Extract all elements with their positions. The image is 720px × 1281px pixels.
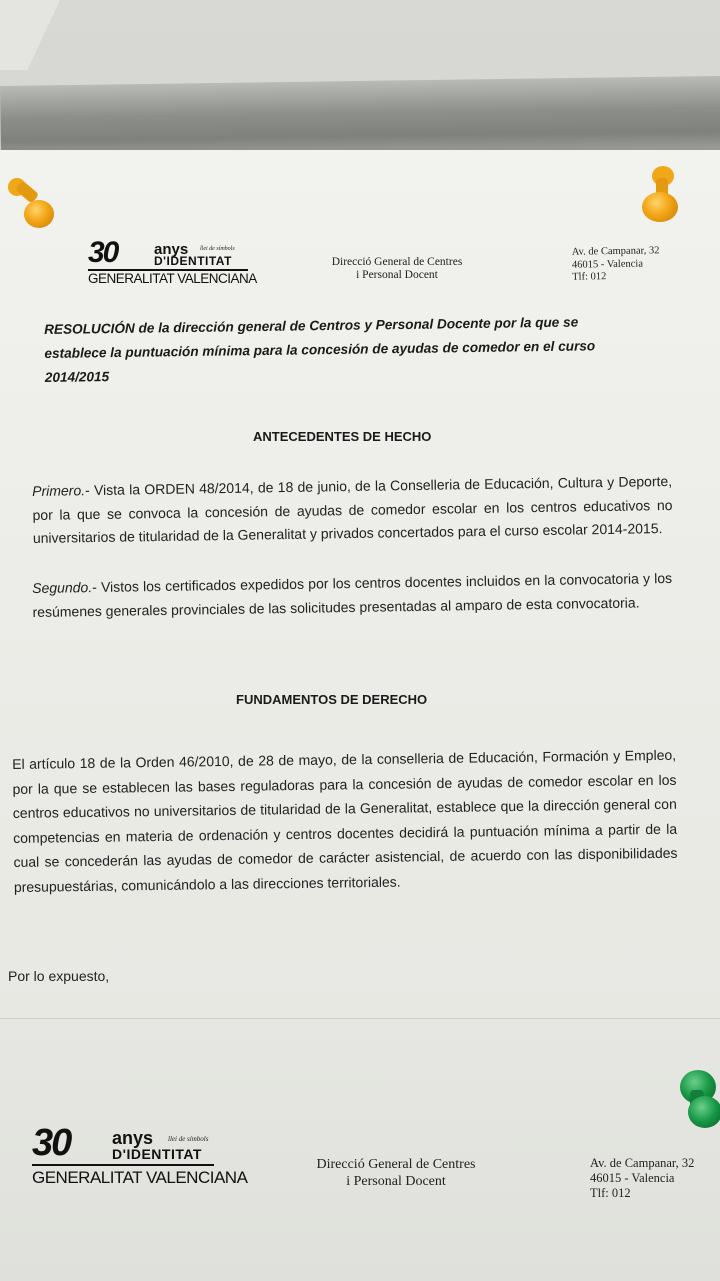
logo-identitat: D'IDENTITAT	[154, 254, 232, 268]
primero-text: - Vista la ORDEN 48/2014, de 18 de junio, de la Conselleria de Educación, Cultura y Deporte, por la que se convoca la concesión de ayudas de comedor escolar en los centros educativos no universitarios de titularidad de la Generalitat y privados concertados para el curso escolar 2014-2015.	[32, 472, 673, 546]
logo-identitat: D'IDENTITAT	[112, 1146, 202, 1162]
logo-institution: GENERALITAT VALENCIANA	[32, 1168, 248, 1187]
section-heading-antecedentes: ANTECEDENTES DE HECHO	[253, 429, 432, 444]
title-line2: establece la puntuación mínima para la concesión de ayudas de comedor en el curso	[44, 338, 596, 361]
logo-anys: anys	[154, 241, 189, 258]
directorate-name	[322, 256, 472, 282]
address-line1: Av. de Campanar, 32	[571, 245, 660, 258]
logo-number: 30	[32, 1122, 71, 1164]
address-block-next-page	[590, 1156, 694, 1201]
title-line3: 2014/2015	[44, 369, 110, 385]
yellow-pushpin-left-icon	[6, 176, 56, 232]
yellow-pushpin-right-icon	[640, 164, 684, 224]
directorate-line2: i Personal Docent	[356, 269, 438, 281]
logo-rule	[32, 1164, 214, 1166]
logo-tagline: llei de símbols	[200, 246, 235, 252]
closing-text: Por lo expuesto,	[8, 968, 110, 984]
directorate-name-next-page	[306, 1156, 486, 1190]
directorate-line1: Direcció General de Centres	[331, 256, 463, 268]
paragraph-primero	[32, 470, 673, 551]
phone: Tlf: 012	[572, 271, 607, 283]
address-line1: Av. de Campanar, 32	[590, 1156, 695, 1170]
paragraph-fundamentos: El artículo 18 de la Orden 46/2010, de 28 de mayo, de la conselleria de Educación, Formación y Empleo, por la que se establecen las bases reguladoras para la concesión de ayudas de comedor escolar en los centros educativos no universitarios de titularidad de la Generalitat, establece que la dirección general con competencias en materia de ordenación y centros docentes decidirá la puntuación mínima a partir de la cual se concederán las ayudas de comedor de carácter asistencial, de acuerdo con las disponibilidades presupuestárias, comunicándolo a las direcciones territoriales.	[12, 746, 678, 895]
section-heading-fundamentos: FUNDAMENTOS DE DERECHO	[236, 692, 428, 707]
directorate-line2: i Personal Docent	[346, 1174, 446, 1189]
address-block	[572, 245, 660, 284]
logo-anys: anys	[112, 1128, 154, 1148]
segundo-text: - Vistos los certificados expedidos por los centros docentes incluidos en la convocatoria y los resúmenes generales provinciales de las solicitudes presentadas al amparo de esta convocatoria.	[32, 569, 673, 620]
title-line1: RESOLUCIÓN de la dirección general de Centros y Personal Docente por la que se	[44, 314, 579, 337]
document-title	[44, 309, 665, 390]
primero-label: Primero.	[32, 482, 86, 499]
paragraph-segundo	[32, 566, 673, 624]
address-line2: 46015 - Valencia	[571, 258, 644, 271]
logo-number: 30	[88, 236, 118, 269]
segundo-label: Segundo.	[32, 579, 93, 596]
logo-tagline: llei de símbols	[168, 1135, 209, 1143]
green-pushpin-icon	[678, 1068, 720, 1130]
directorate-line1: Direcció General de Centres	[316, 1157, 476, 1172]
generalitat-logo-next-page	[32, 1122, 248, 1196]
phone: Tlf: 012	[590, 1186, 631, 1200]
address-line2: 46015 - Valencia	[590, 1171, 675, 1185]
logo-institution: GENERALITAT VALENCIANA	[88, 271, 257, 286]
generalitat-logo	[88, 238, 258, 290]
